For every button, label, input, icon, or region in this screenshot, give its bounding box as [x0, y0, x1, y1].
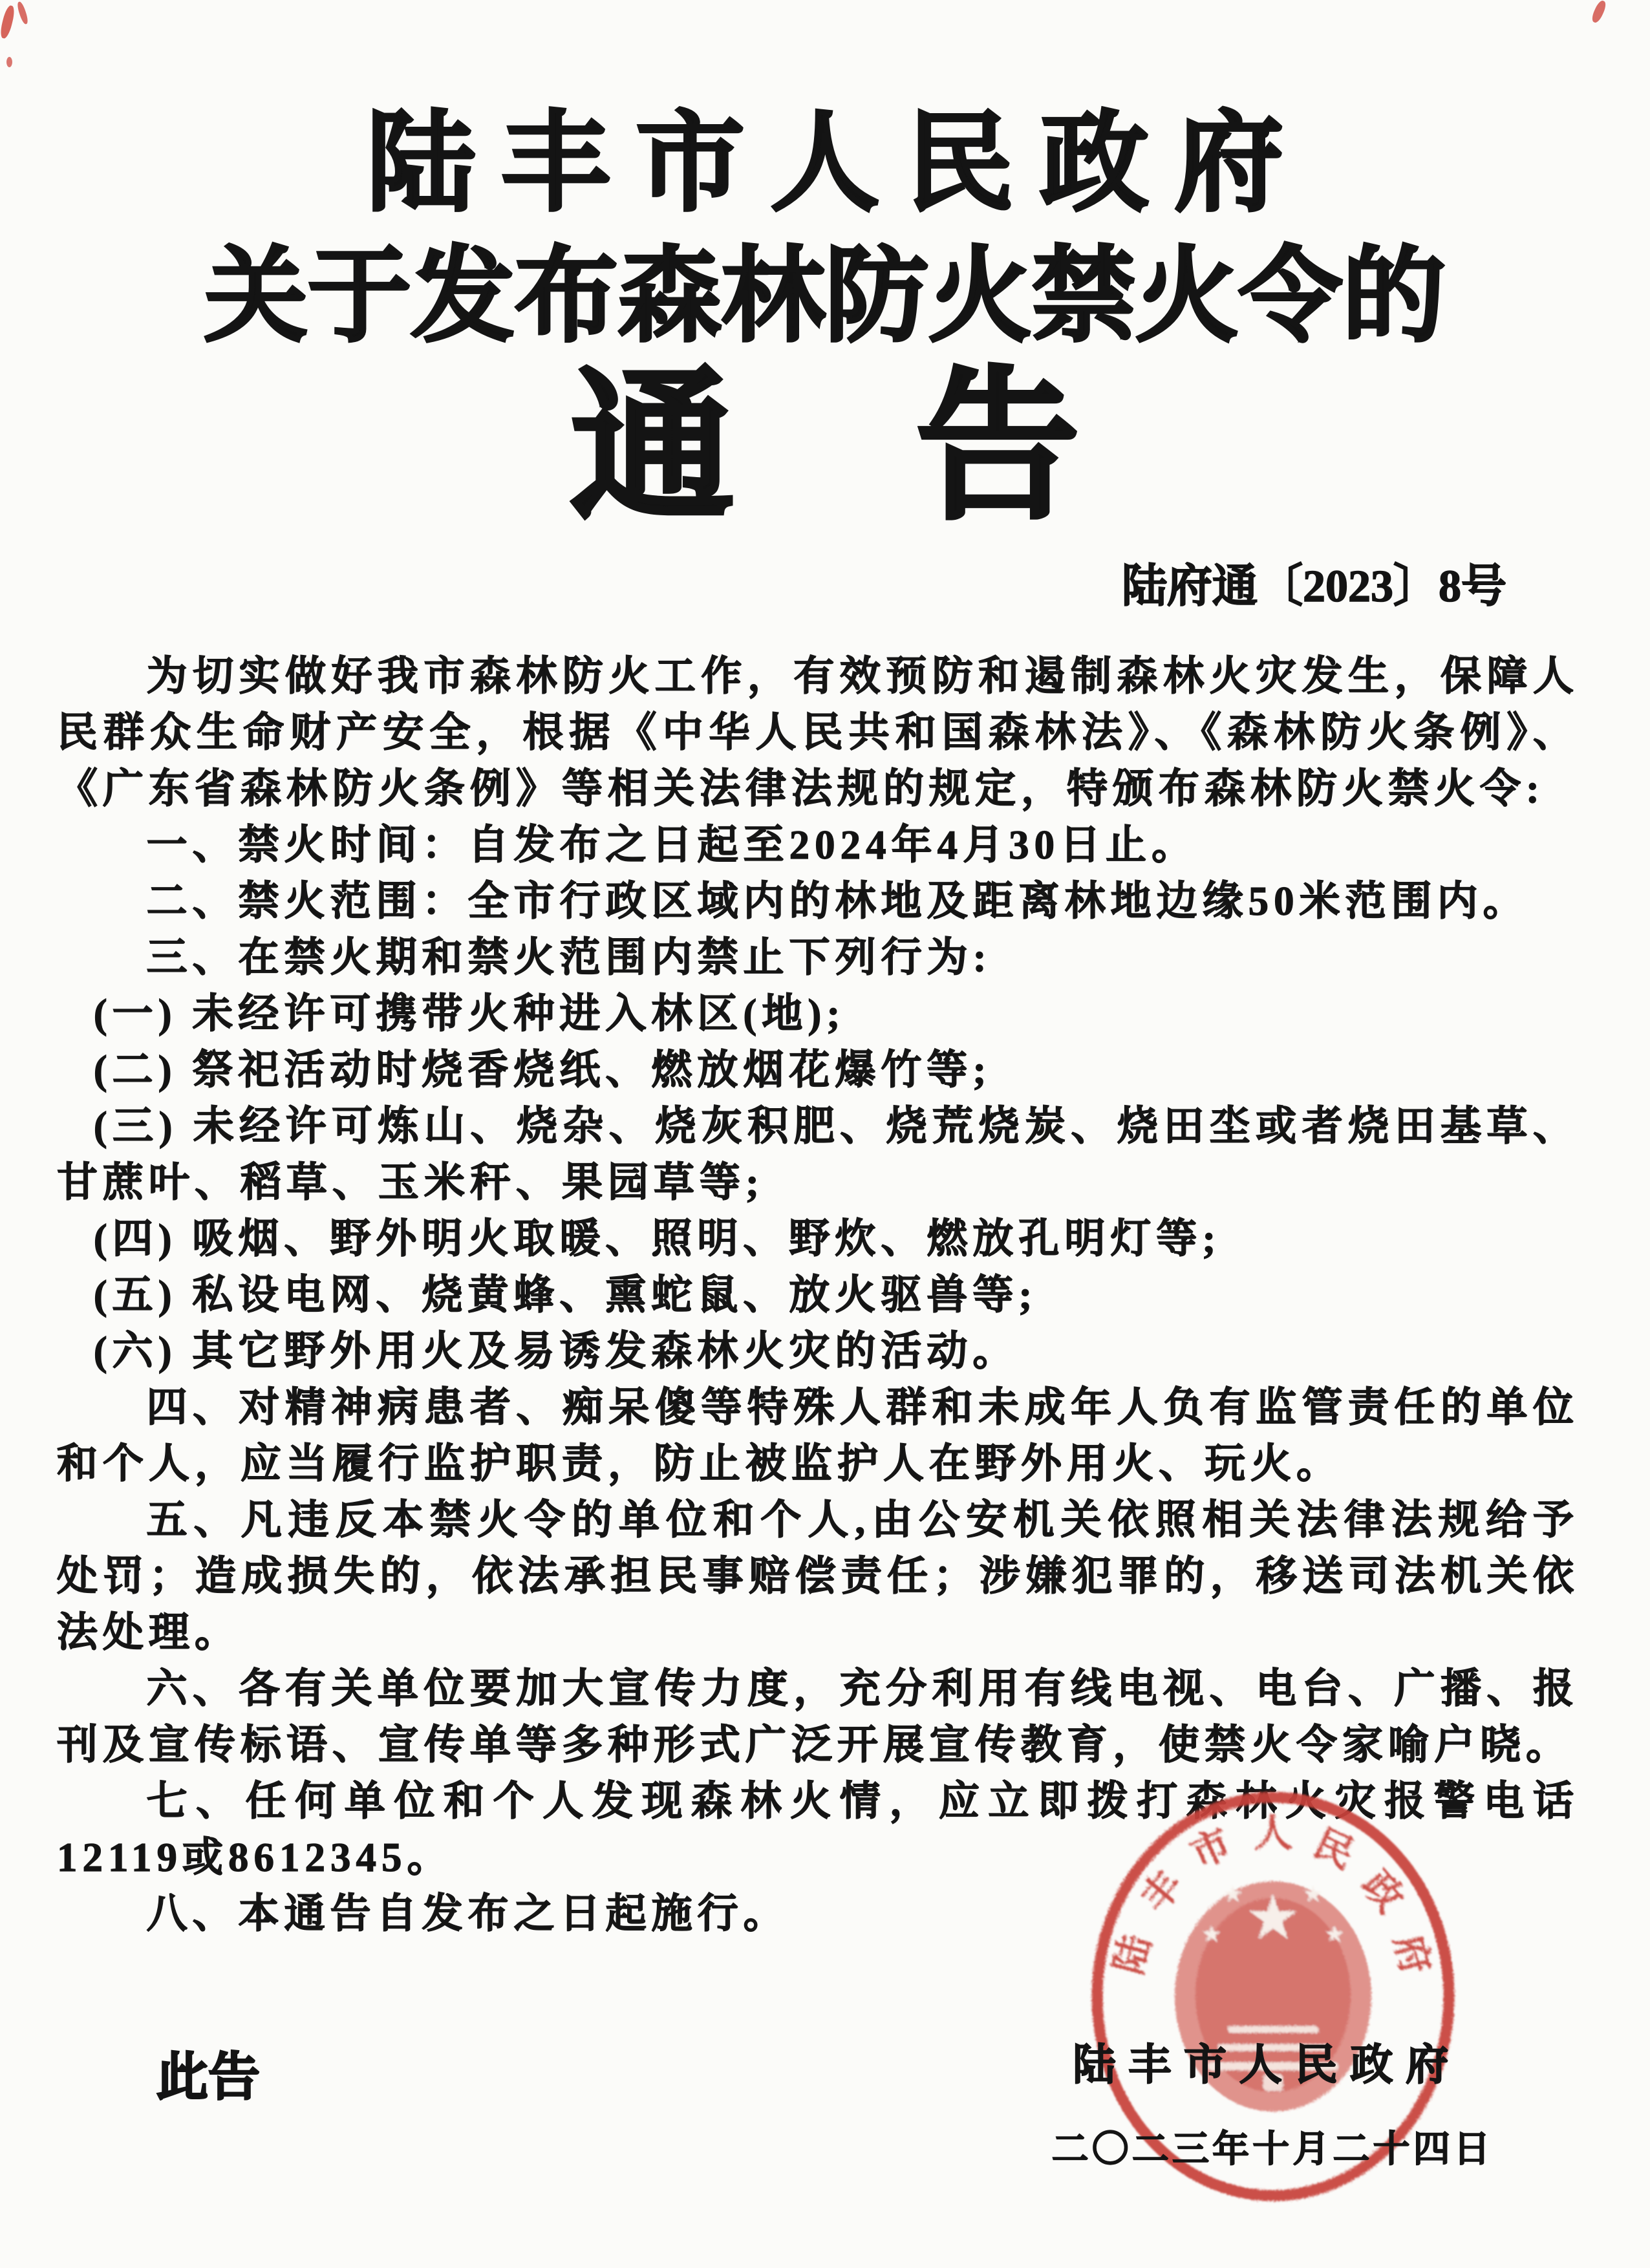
notice-type-title: 通告 — [570, 358, 1262, 539]
svg-text:陆: 陆 — [1107, 1930, 1159, 1979]
notice-body — [57, 648, 1579, 1942]
svg-text:市: 市 — [1184, 1821, 1238, 1877]
body-paragraph: 五、凡违反本禁火令的单位和个人,由公安机关依照相关法律法规给予处罚；造成损失的，依法承担民事赔偿责任；涉嫌犯罪的，移送司法机关依法处理。 — [57, 1497, 1579, 1655]
scan-mark-top-left — [16, 1, 30, 25]
body-paragraph: 为切实做好我市森林防火工作，有效预防和遏制森林火灾发生，保障人民群众生命财产安全，根据《中华人民共和国森林法》、《森林防火条例》、《广东省森林防火条例》等相关法律法规的规定，特颁布森林防火禁火令: — [57, 653, 1579, 811]
body-paragraph: 六、各有关单位要加大宣传力度，充分利用有线电视、电台、广播、报刊及宣传标语、宣传单等多种形式广泛开展宣传教育，使禁火令家喻户晓。 — [57, 1665, 1579, 1768]
scan-mark-top-left — [0, 5, 16, 39]
body-paragraph: (三) 未经许可炼山、烧杂、烧灰积肥、烧荒烧炭、烧田坔或者烧田基草、甘蔗叶、稻草、玉米秆、果园草等; — [57, 1103, 1579, 1205]
signature-org: 陆丰市人民政府 — [1073, 2042, 1461, 2089]
body-paragraph: 一、禁火时间：自发布之日起至2024年4月30日止。 — [146, 822, 1198, 868]
body-paragraph: 四、对精神病患者、痴呆傻等特殊人群和未成年人负有监管责任的单位和个人，应当履行监护职责，防止被监护人在野外用火、玩火。 — [57, 1384, 1579, 1486]
issuer-title: 陆丰市人民政府 — [367, 104, 1310, 224]
svg-text:丰: 丰 — [1133, 1863, 1191, 1921]
body-paragraph: (一) 未经许可携带火种进入林区(地); — [93, 990, 846, 1036]
scan-mark-top-right — [1590, 0, 1607, 24]
svg-text:民: 民 — [1307, 1821, 1361, 1877]
closing-phrase: 此告 — [156, 2049, 260, 2106]
body-paragraph: (六) 其它野外用火及易诱发森林火灾的活动。 — [93, 1328, 1019, 1374]
document-number: 陆府通〔2023〕8号 — [1122, 561, 1506, 612]
svg-text:人: 人 — [1254, 1812, 1292, 1855]
subject-title: 关于发布森林防火禁火令的 — [204, 239, 1446, 355]
body-paragraph: (五) 私设电网、烧黄蜂、熏蛇鼠、放火驱兽等; — [93, 1272, 1038, 1318]
body-paragraph: 三、在禁火期和禁火范围内禁止下列行为: — [146, 934, 992, 980]
scan-mark-top-left — [6, 57, 12, 67]
body-paragraph: 七、任何单位和个人发现森林火情，应立即拨打森林火灾报警电话12119或8612345。 — [57, 1778, 1579, 1880]
body-paragraph: 八、本通告自发布之日起施行。 — [146, 1890, 789, 1936]
body-paragraph: (四) 吸烟、野外明火取暖、照明、野炊、燃放孔明灯等; — [93, 1215, 1221, 1261]
body-paragraph: (二) 祭祀活动时烧香烧纸、燃放烟花爆竹等; — [93, 1047, 992, 1093]
svg-text:府: 府 — [1386, 1930, 1438, 1979]
svg-text:政: 政 — [1354, 1863, 1412, 1921]
signature-date: 二〇二三年十月二十四日 — [1051, 2129, 1494, 2170]
body-paragraph: 二、禁火范围：全市行政区域内的林地及距离林地边缘50米范围内。 — [146, 878, 1529, 924]
